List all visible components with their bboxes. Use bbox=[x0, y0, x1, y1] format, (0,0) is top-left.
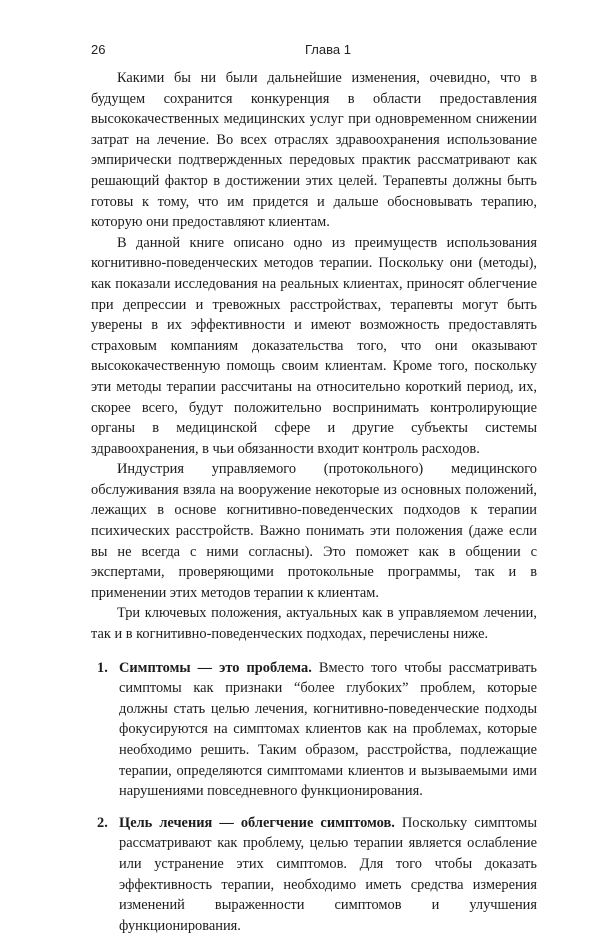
paragraph: Какими бы ни были дальнейшие изменения, очевидно, что в будущем сохранится конкуренция в области предоставления высококачественных медицинских услуг при одновременном снижении затрат на лечение. Во всех отраслях здравоохранения использование эмпирически подтвержденных передовых практик рассматривают как решающий фактор в достижении этих целей. Терапевты должны быть готовы к тому, что им придется и дальше обосновывать терапию, которую они предоставляют клиентам. bbox=[91, 70, 537, 231]
list-item-heading: Цель лечения — облегчение симптомов. bbox=[119, 814, 395, 831]
list-item-heading: Симптомы — это проблема. bbox=[119, 659, 312, 676]
paragraph: В данной книге описано одно из преимуществ использования когнитивно-поведенческих методов терапии. Поскольку они (методы), как показали исследования на реальных клиентах, приносят облегчение при депрессии и тревожных расстройствах, терапевты могут быть уверены в их эффективности и имеют возможность предоставлять страховым компаниям доказательства того, что они оказывают высококачественную помощь своим клиентам. Кроме того, поскольку эти методы терапии рассчитаны на относительно короткий период, их, скорее всего, будут положительно воспринимать контролирующие органы в медицинской сфере и другие субъекты системы здравоохранения, в чьи обязанности входит контроль расходов. bbox=[91, 234, 537, 457]
chapter-title: Глава 1 bbox=[305, 42, 351, 57]
list-item-text: Вместо того чтобы рассматривать симптомы как признаки “более глубоких” проблем, которые должны стать целью лечения, когнитивно-поведенческие подходы фокусируются на симптомах клиентов как на проблемах, которые необходимо решить. Таким образом, расстройства, подлежащие терапии, определяются симптомами клиентов и вызываемыми ими нарушениями повседневного функционирования. bbox=[119, 659, 537, 800]
paragraph: Индустрия управляемого (протокольного) медицинского обслуживания взяла на вооружение некоторые из основных положений, лежащих в основе когнитивно-поведенческих подходов к терапии психических расстройств. Важно понимать эти положения (даже если вы не всегда с ними согласны). Это поможет как в общении с экспертами, проверяющими протокольные программы, так и в применении этих методов терапии к клиентам. bbox=[91, 461, 537, 601]
list-item-text: Поскольку симптомы рассматривают как проблему, целью терапии является ослабление или устранение этих симптомов. Для того чтобы доказать эффективность терапии, необходимо иметь средства измерения изменений выраженности симптомов и улучшения функционирования. bbox=[119, 814, 537, 934]
list-number: 2. bbox=[97, 814, 108, 831]
page-number: 26 bbox=[91, 42, 106, 57]
page-body bbox=[91, 68, 537, 947]
key-points-list bbox=[91, 658, 537, 937]
list-number: 1. bbox=[97, 659, 108, 676]
list-item bbox=[91, 658, 537, 802]
list-item bbox=[91, 813, 537, 937]
paragraph: Три ключевых положения, актуальных как в управляемом лечении, так и в когнитивно-поведенческих подходах, перечислены ниже. bbox=[91, 605, 537, 643]
